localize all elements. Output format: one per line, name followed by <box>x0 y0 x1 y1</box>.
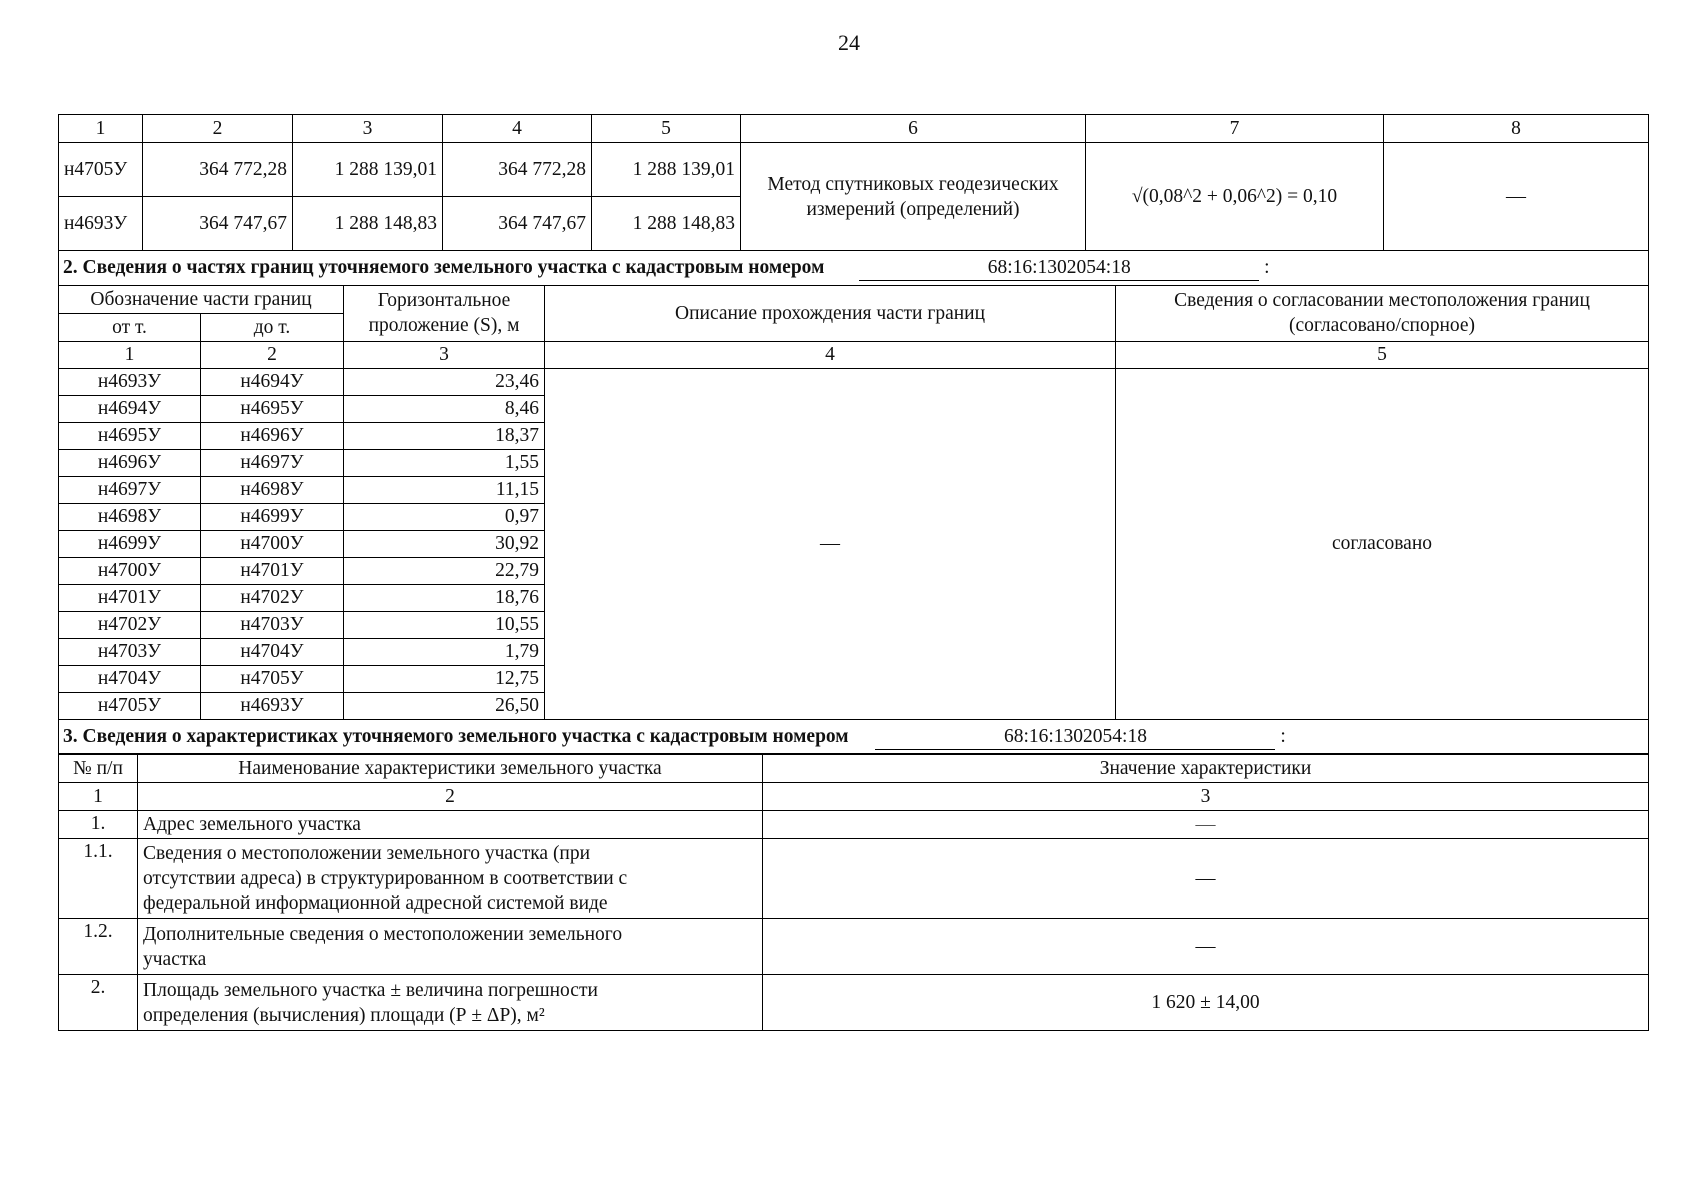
col-header: 8 <box>1384 115 1649 143</box>
col-header: 4 <box>443 115 592 143</box>
table-row <box>59 811 1649 839</box>
to-point: н4705У <box>201 665 344 692</box>
row-name-line: Дополнительные сведения о местоположении земельного <box>143 923 623 945</box>
col-number: 1 <box>59 341 201 368</box>
row-name-line: определения (вычисления) площади (Р ± ΔР), м² <box>143 1004 545 1026</box>
section2-title-text: 2. Сведения о частях границ уточняемого земельного участка с кадастровым номером <box>63 257 825 278</box>
page-number: 24 <box>838 30 860 55</box>
header-name: Наименование характеристики земельного участка <box>138 754 763 783</box>
row-value: — <box>763 811 1649 839</box>
to-point: н4703У <box>201 611 344 638</box>
row-name <box>138 975 763 1031</box>
section2-title-row <box>59 251 1649 286</box>
coordinates-table <box>58 114 1649 286</box>
to-point: н4693У <box>201 692 344 719</box>
accuracy-formula: √(0,08^2 + 0,06^2) = 0,10 <box>1086 143 1384 251</box>
from-point: н4695У <box>59 422 201 449</box>
to-point: н4695У <box>201 395 344 422</box>
row-num: 1.2. <box>59 919 138 975</box>
from-point: н4703У <box>59 638 201 665</box>
col-header: 2 <box>143 115 293 143</box>
from-point: н4704У <box>59 665 201 692</box>
from-point: н4696У <box>59 449 201 476</box>
coord-y-new: 1 288 148,83 <box>592 197 741 251</box>
segment-length: 1,79 <box>344 638 545 665</box>
header-num: № п/п <box>59 754 138 783</box>
segment-length: 22,79 <box>344 557 545 584</box>
coord-y-new: 1 288 139,01 <box>592 143 741 197</box>
segment-length: 26,50 <box>344 692 545 719</box>
table-row <box>59 919 1649 975</box>
col-number: 5 <box>1116 341 1649 368</box>
coord-x-new: 364 747,67 <box>443 197 592 251</box>
segment-length: 0,97 <box>344 503 545 530</box>
segment-length: 23,46 <box>344 368 545 395</box>
col-header: 7 <box>1086 115 1384 143</box>
section3-title-text: 3. Сведения о характеристиках уточняемого земельного участка с кадастровым номером <box>63 725 849 747</box>
col-header: 5 <box>592 115 741 143</box>
coordinates-header-row <box>59 115 1649 143</box>
segment-length: 18,37 <box>344 422 545 449</box>
row-name-line: участка <box>143 948 207 970</box>
col-header: 3 <box>293 115 443 143</box>
row-name <box>138 811 763 839</box>
segment-length: 30,92 <box>344 530 545 557</box>
segment-length: 1,55 <box>344 449 545 476</box>
to-point: н4696У <box>201 422 344 449</box>
section2-cadastral-number: 68:16:1302054:18 <box>859 256 1259 281</box>
row-num: 1. <box>59 811 138 839</box>
boundary-parts-table <box>58 285 1649 755</box>
header-value: Значение характеристики <box>763 754 1649 783</box>
section3-title <box>59 719 1649 754</box>
col-number: 2 <box>201 341 344 368</box>
row-name-line: федеральной информационной адресной системой виде <box>143 893 608 914</box>
section3-cadastral-number: 68:16:1302054:18 <box>875 725 1275 750</box>
row-num: 2. <box>59 975 138 1031</box>
segment-length: 11,15 <box>344 476 545 503</box>
header-description: Описание прохождения части границ <box>545 285 1116 341</box>
to-point: н4697У <box>201 449 344 476</box>
col8-value: — <box>1384 143 1649 251</box>
from-point: н4694У <box>59 395 201 422</box>
row-name <box>138 919 763 975</box>
table-row <box>59 975 1649 1031</box>
header-designation: Обозначение части границ <box>59 285 344 313</box>
document-sheet <box>58 114 1648 1031</box>
table-row <box>59 368 1649 395</box>
from-point: н4699У <box>59 530 201 557</box>
from-point: н4700У <box>59 557 201 584</box>
row-name-line: Сведения о местоположении земельного участка (при <box>143 843 591 864</box>
from-point: н4698У <box>59 503 201 530</box>
section3-title-row <box>59 719 1649 754</box>
to-point: н4704У <box>201 638 344 665</box>
section2-colon: : <box>1264 257 1270 278</box>
characteristics-header-row <box>59 754 1649 783</box>
row-name <box>138 839 763 919</box>
col-header: 1 <box>59 115 143 143</box>
boundary-colnum-row <box>59 341 1649 368</box>
to-point: н4694У <box>201 368 344 395</box>
to-point: н4699У <box>201 503 344 530</box>
row-name-line: отсутствии адреса) в структурированном в соответствии с <box>143 868 628 889</box>
table-row <box>59 839 1649 919</box>
point-name: н4693У <box>59 197 143 251</box>
row-value: — <box>763 839 1649 919</box>
from-point: н4705У <box>59 692 201 719</box>
col-number: 3 <box>763 783 1649 811</box>
coord-y-old: 1 288 139,01 <box>293 143 443 197</box>
section2-title <box>59 251 1649 286</box>
row-name-line: Адрес земельного участка <box>143 814 361 835</box>
section3-colon: : <box>1280 725 1286 747</box>
from-point: н4693У <box>59 368 201 395</box>
boundary-header-row <box>59 285 1649 313</box>
col-number: 2 <box>138 783 763 811</box>
col-header: 6 <box>741 115 1086 143</box>
segment-length: 8,46 <box>344 395 545 422</box>
col-number: 1 <box>59 783 138 811</box>
row-name-line: Площадь земельного участка ± величина погрешности <box>143 979 598 1001</box>
to-point: н4701У <box>201 557 344 584</box>
to-point: н4698У <box>201 476 344 503</box>
agreement-value: согласовано <box>1116 368 1649 719</box>
row-value: — <box>763 919 1649 975</box>
segment-length: 12,75 <box>344 665 545 692</box>
header-agreement: Сведения о согласовании местоположения границ (согласовано/спорное) <box>1116 285 1649 341</box>
characteristics-colnum-row <box>59 783 1649 811</box>
to-point: н4702У <box>201 584 344 611</box>
description-value: — <box>545 368 1116 719</box>
segment-length: 10,55 <box>344 611 545 638</box>
table-row <box>59 143 1649 197</box>
header-to: до т. <box>201 313 344 341</box>
header-length: Горизонтальное проложение (S), м <box>344 285 545 341</box>
col-number: 4 <box>545 341 1116 368</box>
coord-x-new: 364 772,28 <box>443 143 592 197</box>
from-point: н4702У <box>59 611 201 638</box>
row-num: 1.1. <box>59 839 138 919</box>
coord-x-old: 364 747,67 <box>143 197 293 251</box>
coord-x-old: 364 772,28 <box>143 143 293 197</box>
segment-length: 18,76 <box>344 584 545 611</box>
from-point: н4701У <box>59 584 201 611</box>
characteristics-table <box>58 753 1649 1031</box>
header-from: от т. <box>59 313 201 341</box>
point-name: н4705У <box>59 143 143 197</box>
col-number: 3 <box>344 341 545 368</box>
area-value: 1 620 ± 14,00 <box>763 975 1649 1031</box>
method-cell: Метод спутниковых геодезических измерений (определений) <box>741 143 1086 251</box>
to-point: н4700У <box>201 530 344 557</box>
from-point: н4697У <box>59 476 201 503</box>
coord-y-old: 1 288 148,83 <box>293 197 443 251</box>
